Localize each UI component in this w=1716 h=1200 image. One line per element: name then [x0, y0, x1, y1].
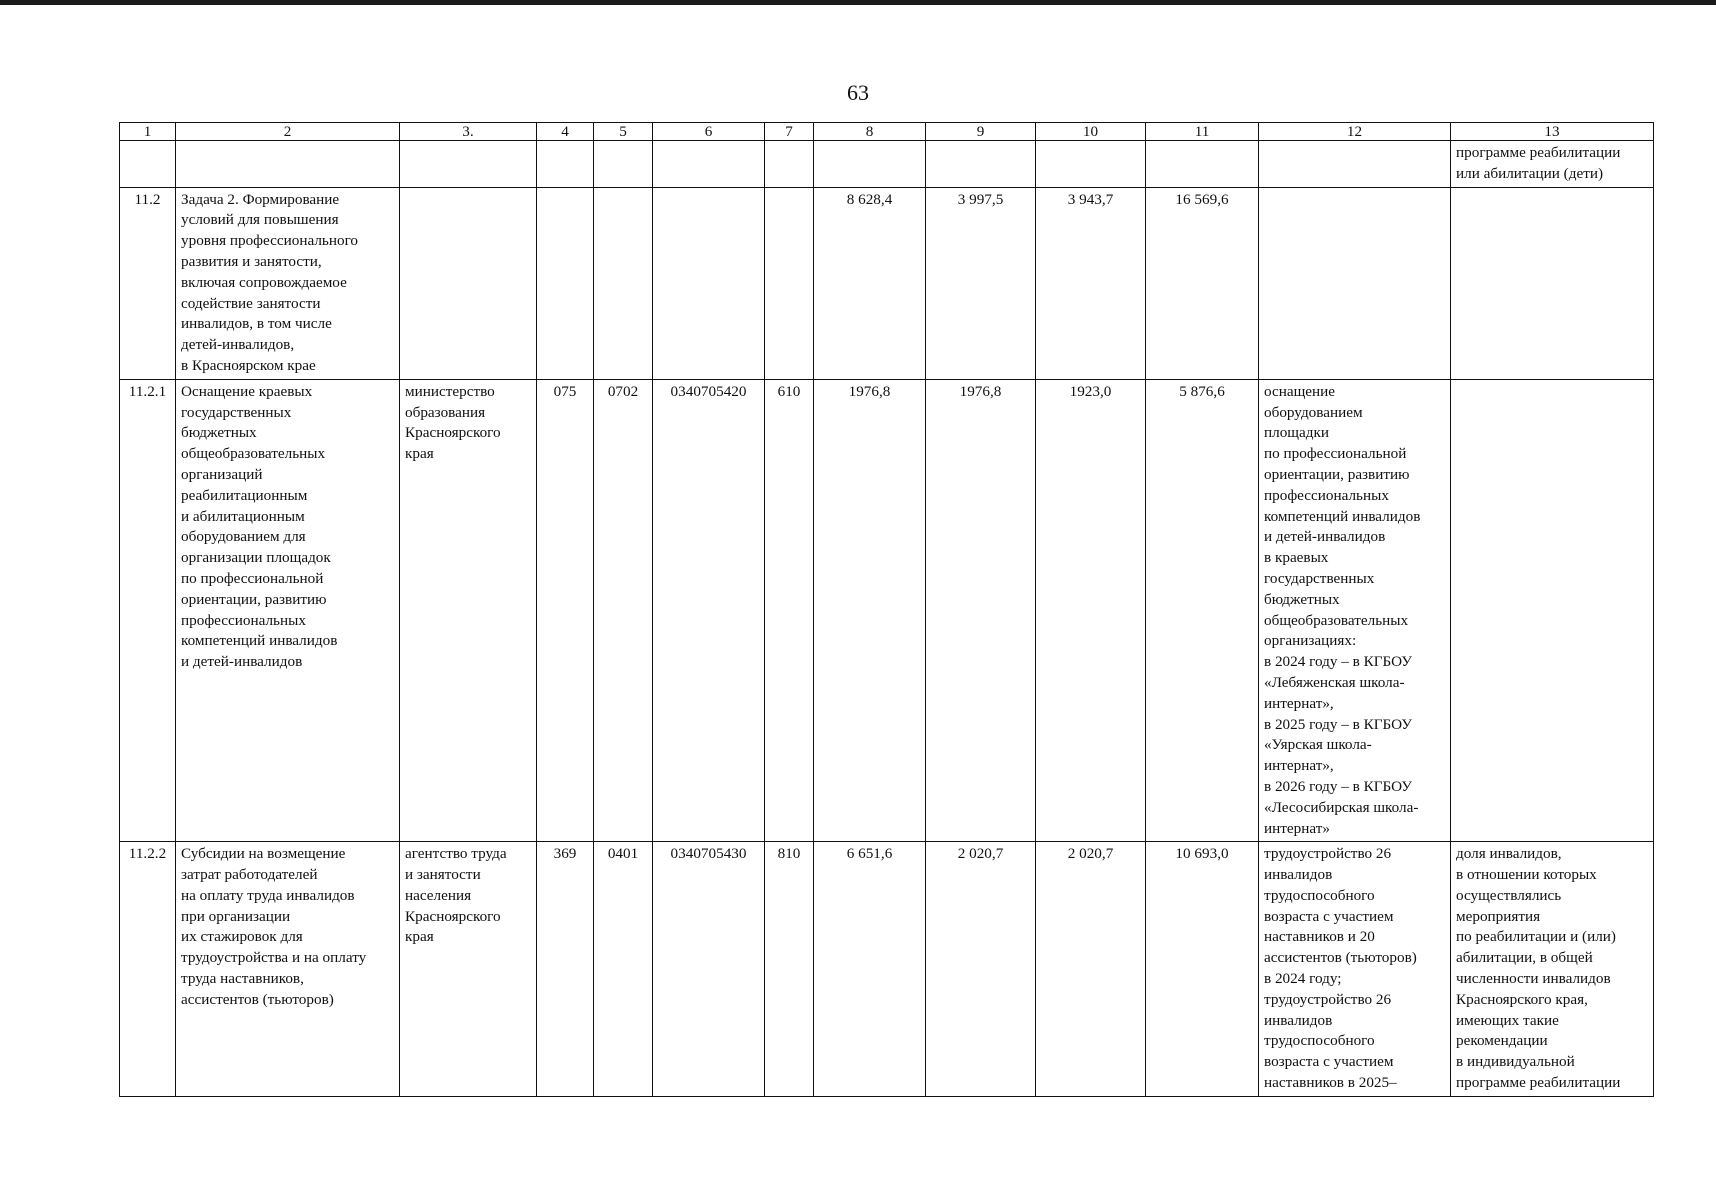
code-grbs [537, 187, 594, 379]
row-number: 11.2 [120, 187, 176, 379]
amount-total: 16 569,6 [1146, 187, 1259, 379]
column-number: 13 [1451, 123, 1654, 141]
column-number-row [120, 123, 1654, 141]
executor [400, 187, 537, 379]
expected-result [1259, 141, 1451, 188]
executor: агентство труда и занятости населения Красноярского края [400, 842, 537, 1097]
amount-col8 [814, 141, 926, 188]
amount-col10: 2 020,7 [1036, 842, 1146, 1097]
row-number [120, 141, 176, 188]
table-row [120, 187, 1654, 379]
column-number: 1 [120, 123, 176, 141]
amount-col9: 3 997,5 [926, 187, 1036, 379]
code-grbs [537, 141, 594, 188]
activity-name [176, 141, 400, 188]
code-expense-type [765, 141, 814, 188]
indicator: доля инвалидов, в отношении которых осуществлялись мероприятия по реабилитации и (или) абилитации, в общей численности инвалидов Красноярского края, имеющих такие рекомендации в индивидуальной программе реабилитации [1451, 842, 1654, 1097]
amount-col9 [926, 141, 1036, 188]
code-expense-type: 810 [765, 842, 814, 1097]
code-section: 0401 [594, 842, 653, 1097]
expected-result [1259, 187, 1451, 379]
column-number: 9 [926, 123, 1036, 141]
amount-col9: 1976,8 [926, 379, 1036, 842]
executor [400, 141, 537, 188]
activity-name: Задача 2. Формирование условий для повышения уровня профессионального развития и занятости, включая сопровождаемое содействие занятости инвалидов, в том числе детей-инвалидов, в Красноярском крае [176, 187, 400, 379]
row-number: 11.2.2 [120, 842, 176, 1097]
column-number: 11 [1146, 123, 1259, 141]
code-section: 0702 [594, 379, 653, 842]
code-target-article: 0340705420 [653, 379, 765, 842]
table-row [120, 842, 1654, 1097]
column-number: 6 [653, 123, 765, 141]
amount-col10: 3 943,7 [1036, 187, 1146, 379]
activity-name: Оснащение краевых государственных бюджетных общеобразовательных организаций реабилитационным и абилитационным оборудованием для организации площадок по профессиональной ориентации, развитию профессиональных компетенций инвалидов и детей-инвалидов [176, 379, 400, 842]
column-number: 8 [814, 123, 926, 141]
amount-col8: 6 651,6 [814, 842, 926, 1097]
code-expense-type: 610 [765, 379, 814, 842]
code-grbs: 369 [537, 842, 594, 1097]
scan-top-edge [0, 0, 1716, 5]
amount-total: 10 693,0 [1146, 842, 1259, 1097]
column-number: 7 [765, 123, 814, 141]
code-section [594, 141, 653, 188]
code-section [594, 187, 653, 379]
program-activities-table [119, 122, 1654, 1097]
table-row [120, 379, 1654, 842]
amount-col9: 2 020,7 [926, 842, 1036, 1097]
code-grbs: 075 [537, 379, 594, 842]
expected-result: оснащение оборудованием площадки по профессиональной ориентации, развитию профессиональных компетенций инвалидов и детей-инвалидов в краевых государственных бюджетных общеобразовательных организациях: в 2024 году – в КГБОУ «Лебяженская школа- интернат», в 2025 году – в КГБОУ «Уярская школа- интернат», в 2026 году – в КГБОУ «Лесосибирская школа- интернат» [1259, 379, 1451, 842]
amount-col8: 8 628,4 [814, 187, 926, 379]
column-number: 3. [400, 123, 537, 141]
indicator: программе реабилитации или абилитации (дети) [1451, 141, 1654, 188]
amount-total: 5 876,6 [1146, 379, 1259, 842]
amount-col8: 1976,8 [814, 379, 926, 842]
expected-result: трудоустройство 26 инвалидов трудоспособного возраста с участием наставников и 20 ассистентов (тьюторов) в 2024 году; трудоустройство 26 инвалидов трудоспособного возраста с участием наставников в 2025– [1259, 842, 1451, 1097]
column-number: 2 [176, 123, 400, 141]
column-number: 5 [594, 123, 653, 141]
column-number: 10 [1036, 123, 1146, 141]
row-number: 11.2.1 [120, 379, 176, 842]
code-target-article [653, 141, 765, 188]
page-number: 63 [847, 80, 869, 105]
indicator [1451, 187, 1654, 379]
amount-total [1146, 141, 1259, 188]
code-expense-type [765, 187, 814, 379]
table-row [120, 141, 1654, 188]
column-number: 4 [537, 123, 594, 141]
code-target-article [653, 187, 765, 379]
code-target-article: 0340705430 [653, 842, 765, 1097]
column-number: 12 [1259, 123, 1451, 141]
executor: министерство образования Красноярского края [400, 379, 537, 842]
amount-col10: 1923,0 [1036, 379, 1146, 842]
activity-name: Субсидии на возмещение затрат работодателей на оплату труда инвалидов при организации их стажировок для трудоустройства и на оплату труда наставников, ассистентов (тьюторов) [176, 842, 400, 1097]
amount-col10 [1036, 141, 1146, 188]
indicator [1451, 379, 1654, 842]
